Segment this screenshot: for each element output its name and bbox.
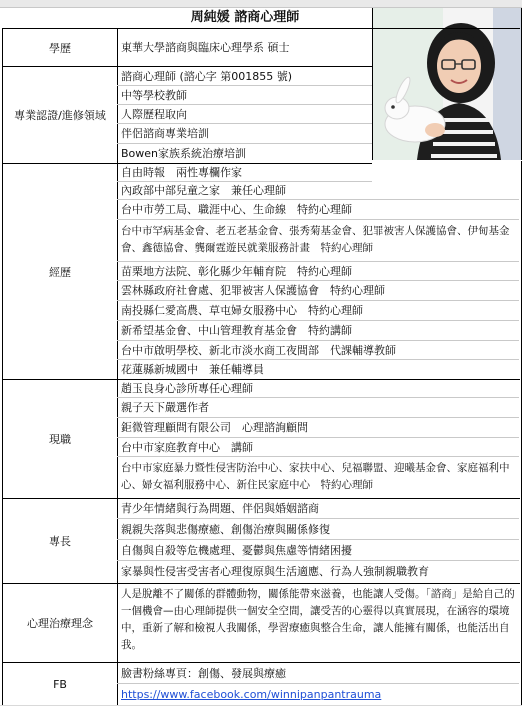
section-label: 現職	[2, 380, 118, 498]
section-label: 心理治療理念	[2, 584, 118, 662]
experience-line: 台中市勞工局、職涯中心、生命線 特約心理師	[117, 200, 519, 220]
section-content	[117, 67, 372, 163]
section-education	[2, 29, 372, 67]
specialty-line: 自傷與自殺等危機處理、憂鬱與焦慮等情緒困擾	[117, 540, 519, 561]
experience-line: 新希望基金會、中山管理教育基金會 特約講師	[117, 321, 519, 341]
experience-line: 雲林縣政府社會處、犯罪被害人保護協會 特約心理師	[117, 281, 519, 301]
education-line: 東華大學諮商與臨床心理學系 碩士	[121, 41, 290, 54]
current-line: 趙玉良身心診所專任心理師	[117, 380, 519, 398]
section-content	[117, 499, 519, 583]
section-label: 學歷	[2, 29, 118, 66]
specialty-line: 親親失落與悲傷療癒、創傷治療與關係修復	[117, 519, 519, 540]
column-header-strip	[0, 0, 522, 8]
experience-line: 自由時報 兩性專欄作家	[117, 164, 372, 182]
profile-photo	[372, 8, 522, 160]
specialty-line: 青少年情緒與行為問題、伴侶與婚姻諮商	[117, 499, 519, 519]
resume-table	[2, 28, 520, 701]
section-label: 經歷	[2, 164, 118, 379]
philosophy-text: 人是脫離不了關係的群體動物，關係能帶來滋養，也能讓人受傷。「諮商」是給自己的一個機會—由心理師提供一個安全空間，讓受苦的心靈得以真實展現，在涵容的環境中，重新了解和檢視人我關係，學習療癒與整合生命，讓人能擁有關係，也能活出自我。	[121, 588, 515, 651]
section-content	[117, 663, 519, 705]
section-philosophy	[2, 584, 520, 663]
section-current	[2, 380, 520, 499]
facebook-link[interactable]: https://www.facebook.com/winnipanpantrauma	[121, 688, 382, 701]
experience-line: 內政部中部兒童之家 兼任心理師	[117, 182, 519, 200]
section-specialty	[2, 499, 520, 584]
experience-line: 南投縣仁愛高農、草屯婦女服務中心 特約心理師	[117, 301, 519, 321]
cert-line: 中等學校教師	[117, 86, 372, 105]
experience-line: 台中市罕病基金會、老五老基金會、張秀菊基金會、犯罪被害人保護協會、伊甸基金會、鑫德協會、龔爾霆遊民就業服務計畫 特約心理師	[117, 220, 519, 262]
section-certification	[2, 67, 372, 164]
section-label: FB	[2, 663, 118, 705]
experience-line: 台中市啟明學校、新北市淡水商工夜間部 代課輔導教師	[117, 341, 519, 360]
section-content	[117, 584, 519, 662]
section-label: 專長	[2, 499, 118, 583]
fb-link-cell	[117, 684, 519, 705]
experience-line: 苗栗地方法院、彰化縣少年輔育院 特約心理師	[117, 262, 519, 281]
fb-page-name: 臉書粉絲專頁：創傷、發展與療癒	[117, 663, 519, 684]
cert-line: 人際歷程取向	[117, 105, 372, 124]
section-label: 專業認證/進修領域	[2, 67, 118, 163]
cert-line: Bowen家族系統治療培訓	[121, 147, 247, 160]
current-line: 鉅微管理顧問有限公司 心理諮詢顧問	[117, 418, 519, 438]
portrait-illustration	[373, 8, 521, 160]
page-title: 周純媛 諮商心理師	[190, 10, 300, 25]
experience-line: 花蓮縣新城國中 兼任輔導員	[121, 363, 264, 376]
section-content	[117, 164, 519, 379]
cert-line: 諮商心理師 (諮心字 第001855 號)	[117, 67, 372, 86]
section-content	[117, 29, 372, 66]
current-line: 台中市家庭暴力暨性侵害防治中心、家扶中心、兒福聯盟、迎曦基金會、家庭福利中心、婦女福利服務中心、新住民家庭中心 特約心理師	[121, 462, 510, 491]
current-line: 台中市家庭教育中心 講師	[117, 438, 519, 457]
section-content	[117, 380, 519, 498]
grid-line	[0, 705, 522, 706]
section-fb	[2, 663, 520, 706]
specialty-line: 家暴與性侵害受害者心理復原與生活適應、行為人強制親職教育	[121, 565, 429, 578]
current-line: 親子天下嚴選作者	[117, 398, 519, 418]
section-experience	[2, 164, 520, 380]
cert-line: 伴侶諮商專業培訓	[117, 124, 372, 144]
